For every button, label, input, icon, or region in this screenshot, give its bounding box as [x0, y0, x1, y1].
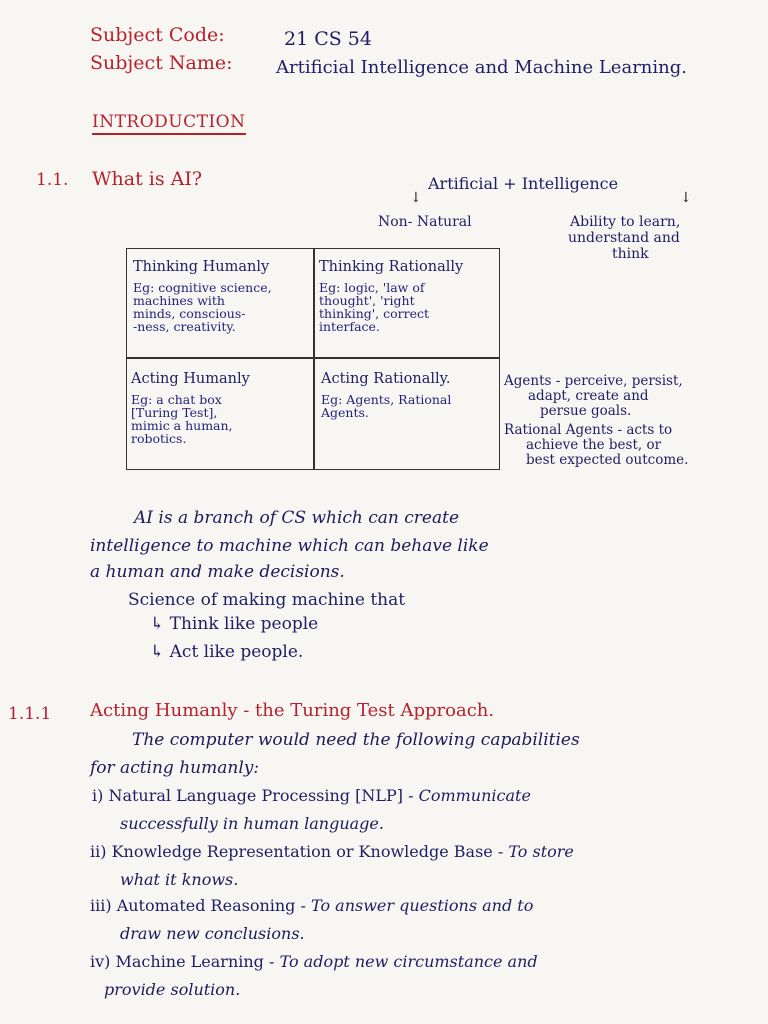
- capability-item: [92, 786, 531, 805]
- item-text: - To store: [497, 842, 574, 861]
- right-note-line: think: [612, 246, 649, 262]
- definition-line: AI is a branch of CS which can create: [134, 508, 460, 528]
- agents-note-line: adapt, create and: [528, 388, 649, 404]
- item-continuation: draw new conclusions.: [120, 924, 305, 943]
- cell-acting-rationally: [321, 371, 451, 419]
- cell-heading: Thinking Rationally: [319, 259, 464, 275]
- agents-note: [504, 374, 688, 468]
- item-continuation: successfully in human language.: [120, 814, 384, 833]
- etymology-right-note: [568, 214, 680, 262]
- capability-item: [90, 842, 574, 861]
- down-arrow-icon: ↓: [680, 190, 692, 206]
- item-term: Machine Learning: [115, 952, 264, 971]
- subject-name-value: Artificial Intelligence and Machine Learning.: [276, 57, 687, 78]
- item-number: iv): [90, 952, 111, 971]
- cell-thinking-rationally: [319, 259, 463, 333]
- science-line: Science of making machine that: [128, 590, 406, 610]
- right-note-line: understand and: [568, 230, 680, 246]
- agents-note-line: persue goals.: [540, 403, 632, 419]
- agents-note-line: Agents - perceive, persist,: [504, 373, 683, 389]
- cell-example: Eg: a chat box [Turing Test], mimic a human, robotics.: [131, 392, 233, 446]
- etymology-left-note: Non- Natural: [378, 214, 472, 230]
- subject-code-value: 21 CS 54: [284, 28, 372, 50]
- cell-example: Eg: Agents, Rational Agents.: [321, 392, 452, 420]
- science-line: ↳ Act like people.: [150, 642, 304, 662]
- section-1-1-1-title: Acting Humanly - the Turing Test Approach.: [90, 700, 495, 721]
- section-1-1-number: 1.1.: [36, 170, 69, 190]
- section-1-1-1-number: 1.1.1: [8, 704, 52, 724]
- item-number: iii): [90, 896, 112, 915]
- capabilities-intro-line: The computer would need the following capabilities: [132, 730, 580, 750]
- item-text: - Communicate: [408, 786, 531, 805]
- capability-item: [90, 896, 533, 915]
- subject-code-label: Subject Code:: [90, 24, 225, 46]
- capability-item: [90, 952, 538, 971]
- cell-thinking-humanly: [133, 259, 272, 333]
- definition-line: a human and make decisions.: [90, 562, 345, 582]
- item-text: - To adopt new circumstance and: [269, 952, 538, 971]
- agents-note-line: achieve the best, or: [526, 437, 662, 453]
- agents-note-line: best expected outcome.: [526, 452, 689, 468]
- agents-note-line: Rational Agents - acts to: [504, 422, 673, 438]
- section-1-1-title: What is AI?: [92, 168, 203, 190]
- ai-approaches-table: [126, 248, 500, 470]
- cell-example: Eg: cognitive science, machines with minds, conscious- -ness, creativity.: [133, 280, 272, 334]
- table-divider: [127, 357, 499, 359]
- item-text: - To answer questions and to: [300, 896, 534, 915]
- down-arrow-icon: ↓: [410, 190, 422, 206]
- capabilities-intro-line: for acting humanly:: [90, 758, 260, 778]
- item-number: ii): [90, 842, 107, 861]
- item-continuation: what it knows.: [120, 870, 239, 889]
- cell-heading: Thinking Humanly: [133, 259, 270, 275]
- cell-acting-humanly: [131, 371, 250, 445]
- definition-line: intelligence to machine which can behave like: [90, 536, 489, 556]
- right-note-line: Ability to learn,: [570, 214, 681, 230]
- item-term: Knowledge Representation or Knowledge Base: [111, 842, 493, 861]
- item-continuation: provide solution.: [104, 980, 241, 999]
- item-term: Automated Reasoning: [116, 896, 296, 915]
- introduction-heading: INTRODUCTION: [92, 112, 246, 135]
- item-term: Natural Language Processing [NLP]: [108, 786, 403, 805]
- table-divider: [313, 249, 315, 469]
- cell-heading: Acting Rationally.: [321, 371, 451, 387]
- item-number: i): [92, 786, 104, 805]
- cell-example: Eg: logic, 'law of thought', 'right thinking', correct interface.: [319, 280, 430, 334]
- science-line: ↳ Think like people: [150, 614, 319, 634]
- etymology-formula: Artificial + Intelligence: [428, 174, 619, 193]
- cell-heading: Acting Humanly: [131, 371, 250, 387]
- subject-name-label: Subject Name:: [90, 52, 233, 74]
